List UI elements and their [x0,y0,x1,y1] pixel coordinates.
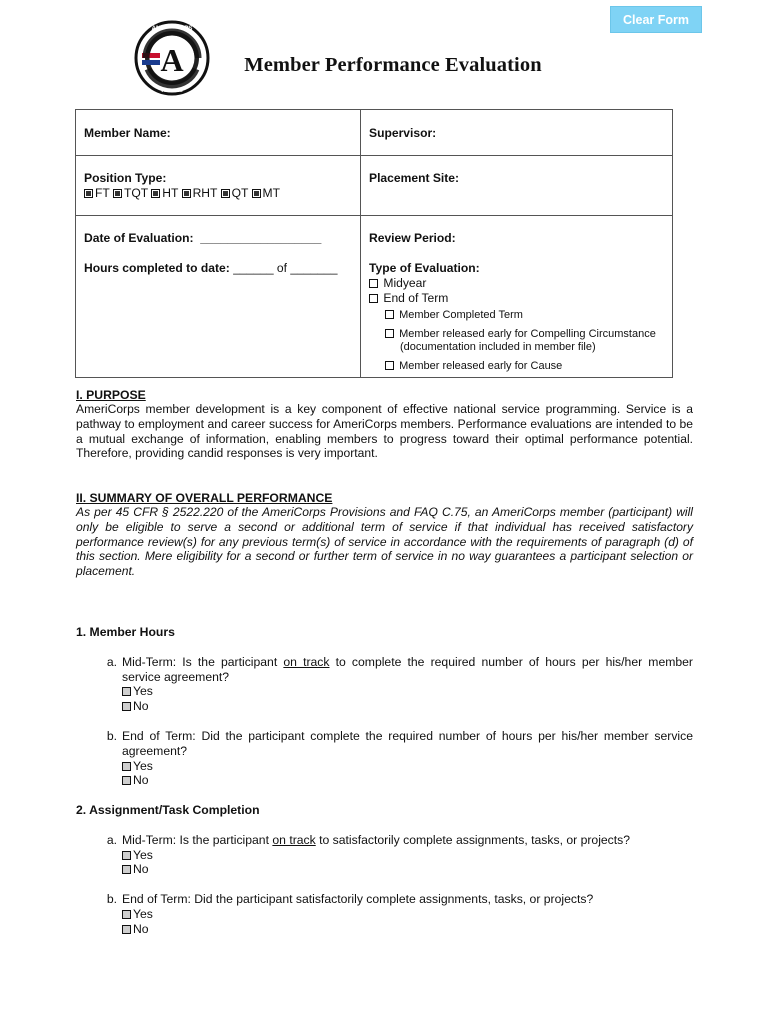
summary-section [76,491,693,579]
placement-site-label: Placement Site: [369,171,460,185]
hours-end-yes-checkbox[interactable] [122,762,131,771]
task-completion-section: 2. Assignment/Task Completion a. Mid-Term: Is the participant on track to satisfactorily complete assignments, tasks, or projects? Yes No b. End of Term: Did the participant satisfactorily complete assignments, tasks, or projects? Yes No [76,803,693,937]
hours-field-2[interactable]: _______ [290,261,338,275]
completed-term-checkbox[interactable] [385,310,394,319]
ft-checkbox[interactable] [84,189,93,198]
page-title: Member Performance Evaluation [244,54,542,76]
task-midterm-no-checkbox[interactable] [122,865,131,874]
qt-checkbox[interactable] [221,189,230,198]
purpose-body: AmeriCorps member development is a key component of effective national service programming. Service is a pathway to employment and career success for AmeriCorps members. Performance evaluations are intended to be a mutual exchange of information, enabling members to progress toward their optimal performance potential. Therefore, providing candid responses is very important. [76,402,693,461]
svg-text:AMERICORPS: AMERICORPS [151,26,193,32]
member-hours-heading: 1. Member Hours [76,625,175,639]
date-of-evaluation-label: Date of Evaluation: __________________ [84,231,322,245]
compelling-circumstance-checkbox[interactable] [385,329,394,338]
member-hours-section: 1. Member Hours a. Mid-Term: Is the participant on track to complete the required number of hours per his/her member service agreement? Yes No b. End of Term: Did the participant complete the required number of hours per his/her member service agreement? Yes No [76,625,693,788]
hours-midterm-yes-checkbox[interactable] [122,687,131,696]
midyear-checkbox[interactable] [369,279,378,288]
svg-text:A: A [160,42,184,78]
member-hours-question-b: b. End of Term: Did the participant complete the required number of hours per his/her member service agreement? [106,728,693,758]
member-name-label: Member Name: [84,126,171,140]
position-type-options: FT TQT HT RHT QT MT [84,186,352,201]
type-of-evaluation-label: Type of Evaluation: [369,261,480,275]
review-period-label: Review Period: [369,231,456,245]
task-end-no-checkbox[interactable] [122,925,131,934]
supervisor-label: Supervisor: [369,126,437,140]
svg-text:HAWAII: HAWAII [161,88,183,94]
summary-body: As per 45 CFR § 2522.220 of the AmeriCorps Provisions and FAQ C.75, an AmeriCorps member (participant) will only be eligible to serve a second or additional term of service if that individual has received satisfactory performance review(s) for any previous term(s) of service in accordance with the requirements of paragraph (d) of this section. Mere eligibility for a second or further term of service in no way guarantees a participant selection or placement. [76,505,693,579]
member-info-table: Member Name: Supervisor: Position Type: FT TQT HT RHT QT MT Placement Site: Date of Evaluation: __________________ Hours completed to date: ______ of _______ Review Period: Type of Evaluation: Midyear End of Term Member Completed Term Member released early for Compelling Circumstance (documentation included in member file) Member released early for Cause [75,109,673,378]
task-end-yes-checkbox[interactable] [122,910,131,919]
hours-midterm-no-checkbox[interactable] [122,702,131,711]
hours-end-no-checkbox[interactable] [122,776,131,785]
task-completion-heading: 2. Assignment/Task Completion [76,803,260,817]
summary-heading: II. SUMMARY OF OVERALL PERFORMANCE [76,491,333,505]
ht-checkbox[interactable] [151,189,160,198]
date-field[interactable]: __________________ [200,231,322,245]
tqt-checkbox[interactable] [113,189,122,198]
released-for-cause-checkbox[interactable] [385,361,394,370]
purpose-heading: I. PURPOSE [76,388,146,402]
rht-checkbox[interactable] [182,189,191,198]
purpose-section [76,388,693,461]
task-question-a: a. Mid-Term: Is the participant on track to satisfactorily complete assignments, tasks, or projects? [106,832,631,847]
end-of-term-checkbox[interactable] [369,294,378,303]
member-hours-question-a: a. Mid-Term: Is the participant on track to complete the required number of hours per his/her member service agreement? [106,654,693,684]
hours-completed-label: Hours completed to date: ______ of _______ [84,261,338,275]
position-type-label: Position Type: [84,171,167,185]
task-question-b: b. End of Term: Did the participant satisfactorily complete assignments, tasks, or projects? [106,892,594,907]
clear-form-button[interactable]: Clear Form [610,6,702,33]
hours-field-1[interactable]: ______ [233,261,274,275]
task-midterm-yes-checkbox[interactable] [122,851,131,860]
mt-checkbox[interactable] [252,189,261,198]
